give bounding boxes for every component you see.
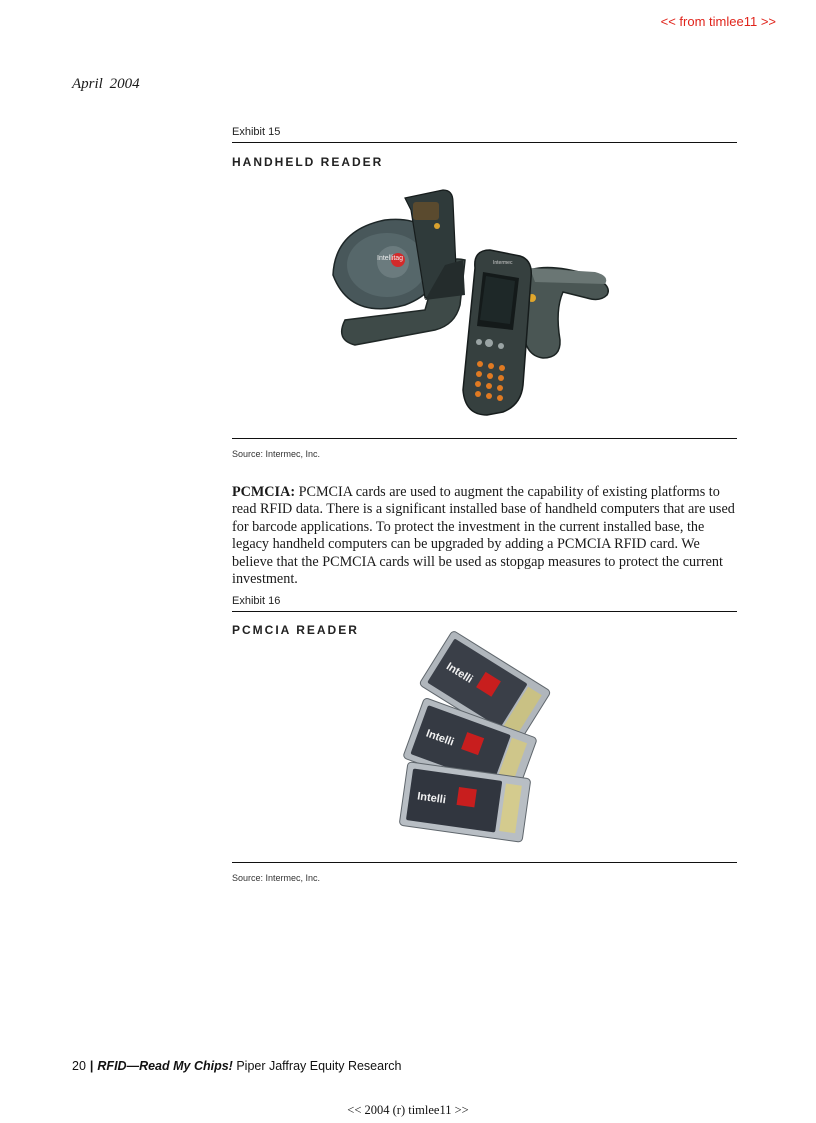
exhibit-15-top-rule	[232, 142, 737, 143]
exhibit-16-source: Source: Intermec, Inc.	[232, 873, 321, 883]
pcmcia-reader-image	[385, 630, 555, 845]
report-title: RFID—Read My Chips!	[97, 1059, 233, 1073]
page-footer	[72, 1059, 401, 1073]
card-3-brand: Intelli	[416, 790, 447, 807]
watermark-bottom: << 2004 (r) timlee11 >>	[347, 1103, 469, 1117]
exhibit-15-source: Source: Intermec, Inc.	[232, 449, 321, 459]
header-date: April 2004	[72, 76, 140, 92]
footer-separator: |	[89, 1059, 94, 1073]
exhibit-15-label: Exhibit 15	[232, 126, 281, 138]
exhibit-15-bottom-rule	[232, 438, 737, 439]
page-number: 20	[72, 1059, 86, 1073]
card-2-brand: Intelli	[424, 727, 456, 749]
handheld-reader-image	[325, 180, 625, 425]
exhibit-16-top-rule	[232, 611, 737, 612]
card-1-brand: Intelli	[443, 660, 475, 686]
exhibit-15-title: HANDHELD READER	[232, 155, 384, 169]
exhibit-16-bottom-rule	[232, 862, 737, 863]
pcmcia-paragraph	[232, 484, 740, 588]
exhibit-16-title: PCMCIA READER	[232, 623, 359, 637]
pcmcia-text: PCMCIA cards are used to augment the capability of existing platforms to read RFID data. There is a significant installed base of handheld computers that are used for barcode applications. To protect the investment in the current installed base, the legacy handheld computers can be upgraded by adding a PCMCIA RFID card. We believe that the PCMCIA cards will be used as stopgap measures to protect the current investment.	[232, 484, 735, 588]
left-reader-brand-logo: Intellitag	[377, 255, 404, 262]
watermark-top: << from timlee11 >>	[660, 14, 776, 29]
exhibit-16-label: Exhibit 16	[232, 595, 281, 607]
pcmcia-lead: PCMCIA:	[232, 484, 296, 500]
handheld-brand-logo: Intermec	[493, 260, 513, 266]
publisher-name: Piper Jaffray Equity Research	[236, 1059, 402, 1073]
